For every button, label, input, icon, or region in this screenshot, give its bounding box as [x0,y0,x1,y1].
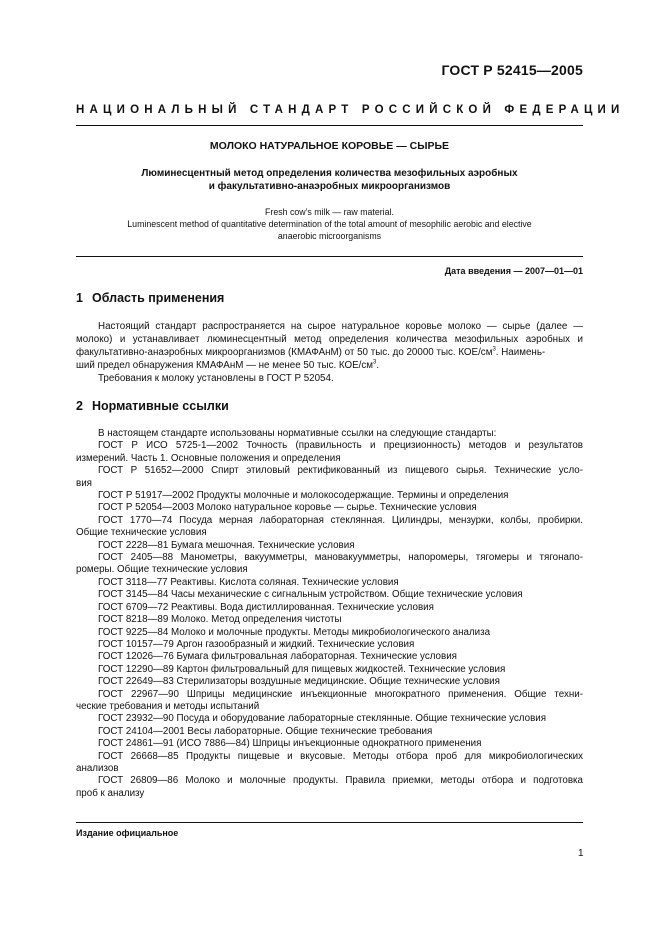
reference-line: ГОСТ 12026—76 Бумага фильтровальная лабораторная. Технические условия [98,651,457,663]
text-run: ший предел обнаружения КМАФАнМ — не менее 50 тыс. КОЕ/см [76,360,374,371]
reference-line: ГОСТ Р 51917—2002 Продукты молочные и молокосодержащие. Термины и определения [98,490,509,502]
section-1-heading [76,291,224,305]
paragraph-line [76,359,583,372]
reference-line: ГОСТ Р 51652—2000 Спирт этиловый ректификованный из пищевого сырья. Технические усло- [98,465,583,477]
subtitle-line: и факультативно-анаэробных микроорганизмов [208,181,451,192]
english-line: Luminescent method of quantitative determination of the total amount of mesophilic aerobic and elective [127,219,532,229]
introduction-date: Дата введения — 2007—01—01 [444,266,583,276]
reference-line: В настоящем стандарте использованы нормативные ссылки на следующие стандарты: [98,428,497,439]
reference-continuation-line: Общие технические условия [76,527,207,539]
page-number: 1 [578,848,584,859]
official-edition-label: Издание официальное [76,828,179,838]
text-run: Требования к молоку установлены в ГОСТ Р 52054. [98,373,334,384]
reference-continuation-line: анализов [76,762,119,774]
reference-line: ГОСТ 24861—91 (ИСО 7886—84) Шприцы инъекционные однократного применения [98,738,482,750]
reference-line: ГОСТ 2405—88 Манометры, вакуумметры, мановакуумметры, напоромеры, тягомеры и тягонапо- [98,552,583,564]
english-title [76,206,583,242]
paragraph-line [76,320,583,333]
paragraph-line [76,346,583,359]
reference-line: ГОСТ 1770—74 Посуда мерная лабораторная стеклянная. Цилиндры, мензурки, колбы, пробирки. [98,514,583,526]
section-1-paragraph [76,320,583,385]
subtitle-line: Люминесцентный метод определения количества мезофильных аэробных [141,168,518,179]
standard-title: МОЛОКО НАТУРАЛЬНОЕ КОРОВЬЕ — СЫРЬЕ [209,140,450,152]
reference-line: ГОСТ Р ИСО 5725-1—2002 Точность (правильность и прецизионность) методов и результатов [98,440,583,452]
reference-line: ГОСТ 22649—83 Стерилизаторы воздушные медицинские. Общие технические условия [98,676,500,688]
section-number: 2 [76,399,83,413]
footer-rule [76,822,583,823]
reference-line: ГОСТ 10157—79 Аргон газообразный и жидкий. Технические условия [98,638,415,650]
reference-line: ГОСТ 26809—86 Молоко и молочные продукты. Правила приемки, методы отбора и подготовка [98,775,583,787]
reference-continuation-line: измерений. Часть 1. Основные положения и определения [76,452,341,464]
reference-continuation-line: проб к анализу [76,787,145,799]
reference-line: ГОСТ 12290—89 Картон фильтровальный для пищевых жидкостей. Технические условия [98,663,506,675]
reference-line: ГОСТ 3145—84 Часы механические с сигнальным устройством. Общие технические условия [98,589,523,601]
text-run: . [376,360,380,371]
english-line: anaerobic microorganisms [277,231,382,241]
superscript: 3 [492,346,496,353]
text-run: факультативно-анаэробных микроорганизмов (КМАФАнМ) от 50 тыс. до 20000 тыс. КОЕ/см [76,347,493,358]
text-run: молоко) и устанавливает люминесцентный метод определения количества мезофильных аэробных и [76,334,583,345]
reference-line: ГОСТ 22967—90 Шприцы медицинские инъекционные многократного применения. Общие техни- [98,688,583,700]
reference-line: ГОСТ 24104—2001 Весы лабораторные. Общие технические требования [98,725,433,737]
standard-subtitle [76,167,583,193]
reference-line: ГОСТ 3118—77 Реактивы. Кислота соляная. Технические условия [98,576,399,588]
reference-line: ГОСТ 9225—84 Молоко и молочные продукты. Методы микробиологического анализа [98,626,491,638]
section-number: 1 [76,291,83,305]
national-standard-title: НАЦИОНАЛЬНЫЙ СТАНДАРТ РОССИЙСКОЙ ФЕДЕРАЦИИ [76,104,625,116]
reference-continuation-line: вия [76,477,92,489]
text-run: Настоящий стандарт распространяется на сырое натуральное коровье молоко — сырье (далее — [98,321,583,332]
normative-references-list [76,428,583,800]
top-rule [76,125,583,126]
reference-line: ГОСТ 23932—90 Посуда и оборудование лабораторные стеклянные. Общие технические условия [98,713,547,725]
reference-line: ГОСТ 6709—72 Реактивы. Вода дистиллированная. Технические условия [98,601,434,613]
reference-line: ГОСТ 8218—89 Молоко. Метод определения чистоты [98,614,342,626]
reference-line: ГОСТ 2228—81 Бумага мешочная. Технические условия [98,539,355,551]
reference-continuation-line: ромеры. Общие технические условия [76,564,248,576]
section-title: Нормативные ссылки [92,399,229,413]
paragraph-line [76,333,583,346]
title-bottom-rule [76,256,583,257]
section-2-heading [76,399,229,413]
reference-line: ГОСТ Р 52054—2003 Молоко натуральное коровье — сырье. Технические условия [98,502,477,514]
text-run: . Наимень- [495,347,546,358]
gost-number: ГОСТ Р 52415—2005 [441,62,583,78]
paragraph-line [76,372,583,385]
section-title: Область применения [92,291,225,305]
reference-line: ГОСТ 26668—85 Продукты пищевые и вкусовые. Методы отбора проб для микробиологических [98,750,583,762]
reference-continuation-line: ческие требования и методы испытаний [76,700,260,712]
english-line: Fresh cow’s milk — raw material. [265,207,394,217]
superscript: 3 [373,359,377,366]
